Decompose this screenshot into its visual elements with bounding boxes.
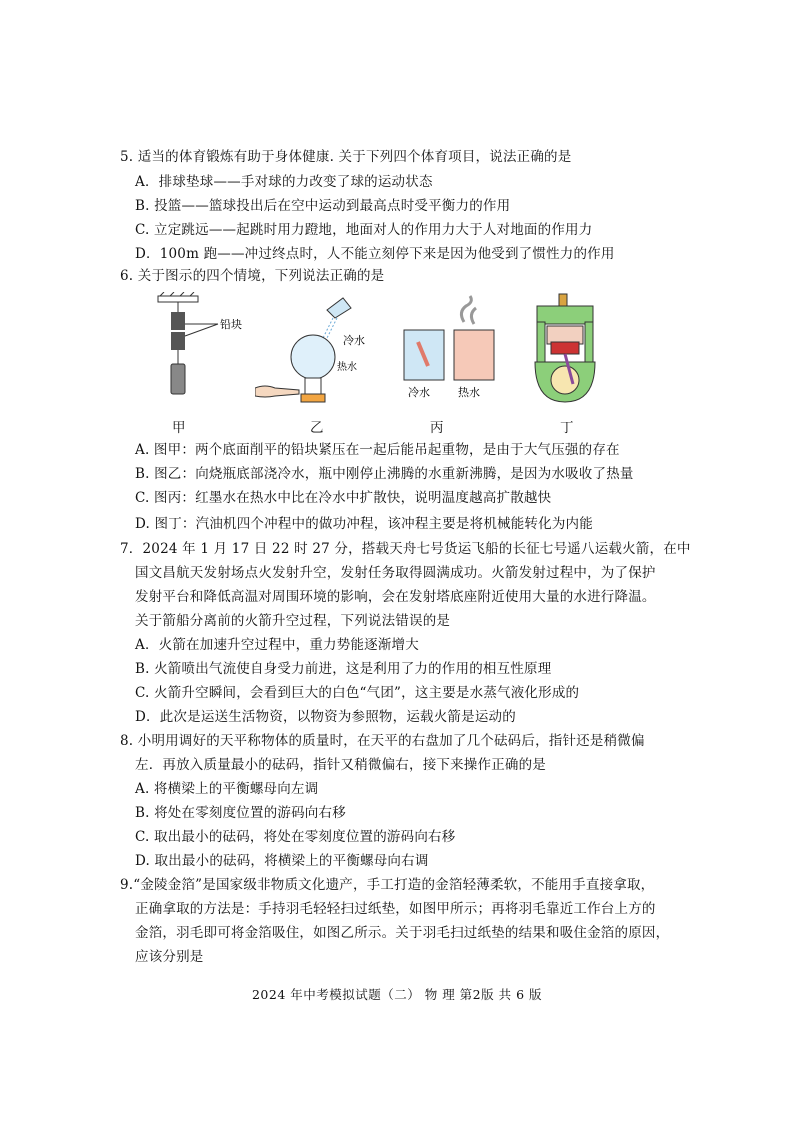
- fig-label-jia: 甲: [172, 420, 186, 436]
- page-footer: 2024 年中考模拟试题（二） 物 理 第2版 共 6 版: [251, 987, 543, 1002]
- q8-option-a: A. 将横梁上的平衡螺母向左调: [135, 781, 319, 797]
- q9-stem-line-4: 应该分别是: [135, 949, 204, 965]
- q6-option-b: B. 图乙：向烧瓶底部浇冷水，瓶中刚停止沸腾的水重新沸腾，是因为水吸收了热量: [135, 466, 634, 482]
- flask-figure: [255, 292, 375, 412]
- q5-option-a: A．排球垫球——手对球的力改变了球的运动状态: [135, 174, 433, 190]
- cold-water-label-1: 冷水: [343, 334, 365, 347]
- q6-option-c: C. 图丙：红墨水在热水中比在冷水中扩散快，说明温度越高扩散越快: [135, 490, 552, 506]
- q8-stem-line-1: 8. 小明用调好的天平称物体的质量时，在天平的右盘加了几个砝码后，指针还是稍微偏: [120, 733, 645, 749]
- fig-label-ding: 丁: [560, 420, 574, 436]
- q7-option-a: A．火箭在加速升空过程中，重力势能逐渐增大: [135, 637, 419, 653]
- hot-water-label-1: 热水: [337, 362, 357, 373]
- fig-label-bing: 丙: [430, 420, 444, 436]
- q6-stem: 6. 关于图示的四个情境，下列说法正确的是: [120, 268, 385, 284]
- cold-water-label-2: 冷水: [408, 386, 430, 399]
- beakers-figure: [398, 292, 508, 412]
- q9-stem-line-2: 正确拿取的方法是：手持羽毛轻轻扫过纸垫，如图甲所示；再将羽毛靠近工作台上方的: [135, 901, 656, 917]
- q8-option-d: D. 取出最小的砝码，将横梁上的平衡螺母向右调: [135, 853, 429, 869]
- q5-option-b: B. 投篮——篮球投出后在空中运动到最高点时受平衡力的作用: [135, 198, 511, 214]
- q6-option-d: D. 图丁：汽油机四个冲程中的做功冲程，该冲程主要是将机械能转化为内能: [135, 516, 593, 532]
- q5-option-d: D．100m 跑——冲过终点时，人不能立刻停下来是因为他受到了惯性力的作用: [135, 246, 615, 262]
- q7-stem-line-3: 发射平台和降低高温对周围环境的影响，会在发射塔底座附近使用大量的水进行降温。: [135, 589, 656, 605]
- q8-stem-line-2: 左．再放入质量最小的砝码，指针又稍微偏右，接下来操作正确的是: [135, 757, 546, 773]
- q5-option-c: C. 立定跳远——起跳时用力蹬地，地面对人的作用力大于人对地面的作用力: [135, 222, 593, 238]
- q5-stem: 5. 适当的体育锻炼有助于身体健康. 关于下列四个体育项目，说法正确的是: [120, 149, 572, 165]
- lead-block-label: 铅块: [220, 318, 242, 331]
- q7-option-d: D．此次是运送生活物资，以物资为参照物，运载火箭是运动的: [135, 709, 516, 725]
- q7-stem-line-4: 关于箭船分离前的火箭升空过程，下列说法错误的是: [135, 613, 451, 629]
- q8-option-b: B. 将处在零刻度位置的游码向右移: [135, 805, 346, 821]
- q7-stem-line-1: 7．2024 年 1 月 17 日 22 时 27 分，搭载天舟七号货运飞船的长征七号遥八运载火箭，在中: [120, 541, 691, 557]
- q8-option-c: C. 取出最小的砝码，将处在零刻度位置的游码向右移: [135, 829, 456, 845]
- engine-figure: [525, 292, 635, 412]
- q9-stem-line-3: 金箔，羽毛即可将金箔吸住，如图乙所示。关于羽毛扫过纸垫的结果和吸住金箔的原因，: [135, 925, 670, 941]
- q6-option-a: A. 图甲：两个底面削平的铅块紧压在一起后能吊起重物，是由于大气压强的存在: [135, 442, 620, 458]
- q7-option-c: C. 火箭升空瞬间，会看到巨大的白色“气团”，这主要是水蒸气液化形成的: [135, 685, 580, 701]
- q6-figures: [140, 292, 660, 436]
- q7-stem-line-2: 国文昌航天发射场点火发射升空，发射任务取得圆满成功。火箭发射过程中，为了保护: [135, 565, 656, 581]
- lead-blocks-figure: [140, 292, 250, 412]
- hot-water-label-2: 热水: [458, 386, 480, 399]
- q7-option-b: B. 火箭喷出气流使自身受力前进，这是利用了力的作用的相互性原理: [135, 661, 552, 677]
- q9-stem-line-1: 9.“金陵金箔”是国家级非物质文化遗产，手工打造的金箔轻薄柔软，不能用手直接拿取，: [120, 877, 655, 893]
- fig-label-yi: 乙: [310, 420, 324, 436]
